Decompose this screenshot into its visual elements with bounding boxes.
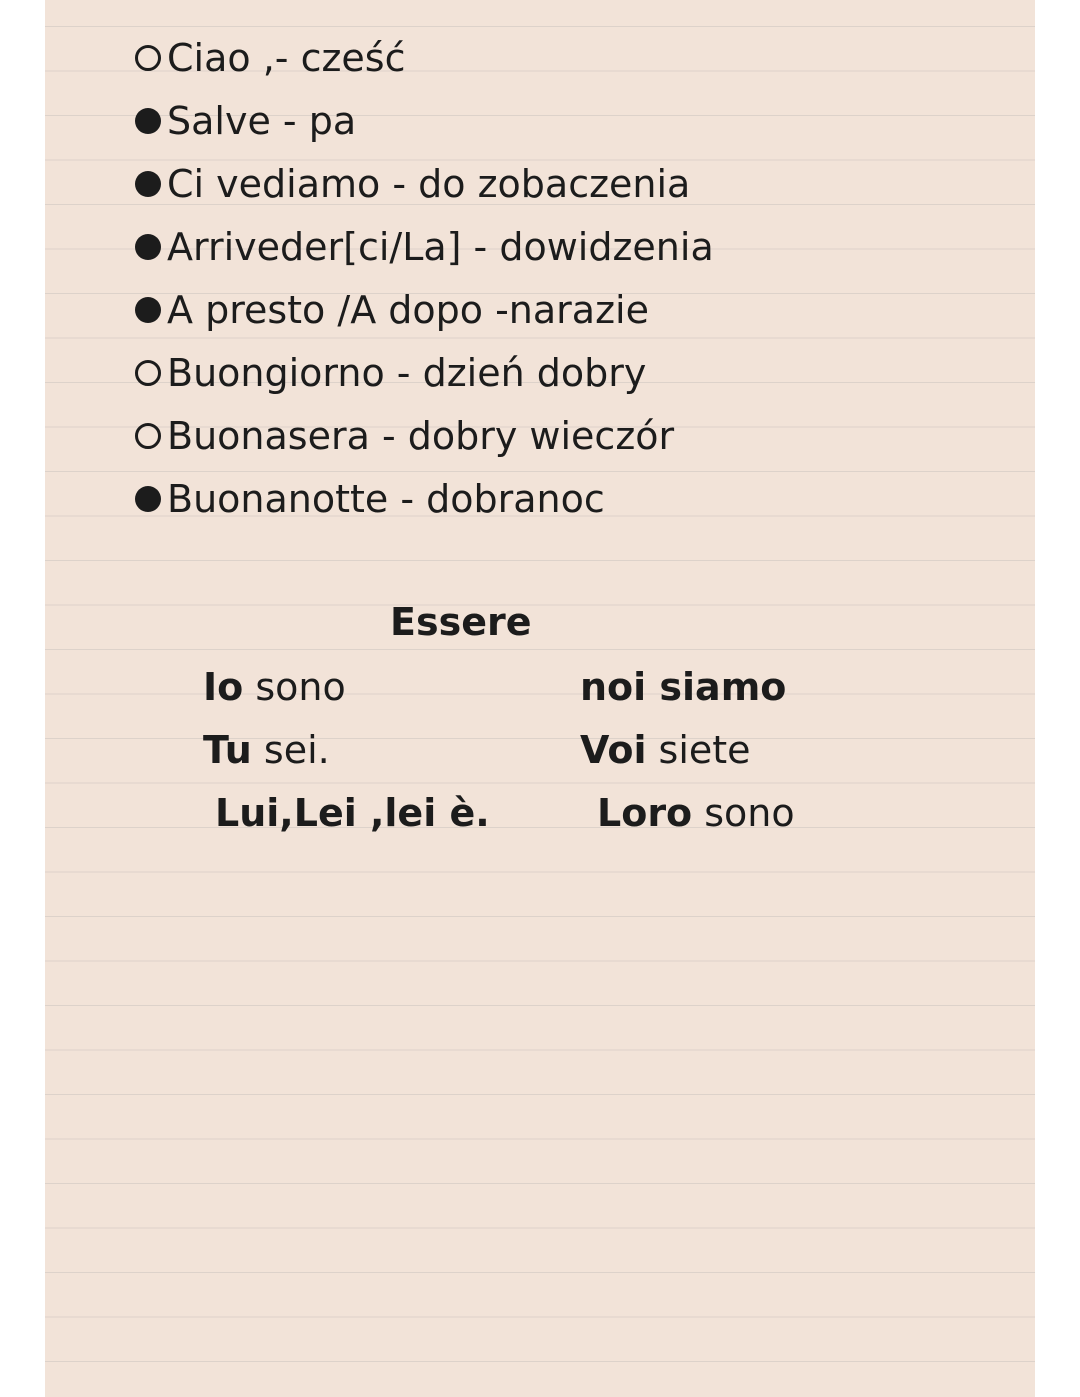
greeting-text: Buongiorno - dzień dobry xyxy=(167,351,647,395)
pronoun: Voi xyxy=(580,728,647,772)
greeting-text: Ciao ,- cześć xyxy=(167,36,406,80)
list-item-greeting-6 xyxy=(135,349,646,397)
greeting-text: Arriveder[ci/La] - dowidzenia xyxy=(167,225,714,269)
list-item-greeting-5 xyxy=(135,286,649,334)
conjugation-lui-lei xyxy=(215,791,490,835)
filled-bullet-icon xyxy=(135,234,161,260)
filled-bullet-icon xyxy=(135,108,161,134)
filled-bullet-icon xyxy=(135,297,161,323)
list-item-greeting-2 xyxy=(135,97,356,145)
greeting-text: Ci vediamo - do zobaczenia xyxy=(167,162,691,206)
list-item-greeting-3 xyxy=(135,160,690,208)
verb-form: siete xyxy=(646,728,751,772)
notebook-page xyxy=(45,0,1035,1397)
pronoun: Tu xyxy=(203,728,252,772)
conjugation-loro xyxy=(597,791,795,835)
pronoun: Loro xyxy=(597,791,693,835)
verb-form: sono xyxy=(692,791,795,835)
hollow-bullet-icon xyxy=(135,45,161,71)
conjugation-tu xyxy=(203,728,330,772)
greeting-text: Salve - pa xyxy=(167,99,357,143)
pronoun: Lui,Lei ,lei è. xyxy=(215,791,490,835)
filled-bullet-icon xyxy=(135,486,161,512)
conjugation-title: Essere xyxy=(390,600,532,644)
conjugation-io xyxy=(203,665,346,709)
verb-form: sei. xyxy=(251,728,330,772)
verb-form: sono xyxy=(243,665,346,709)
greeting-text: Buonasera - dobry wieczór xyxy=(167,414,675,458)
conjugation-noi xyxy=(580,665,786,709)
filled-bullet-icon xyxy=(135,171,161,197)
hollow-bullet-icon xyxy=(135,423,161,449)
hollow-bullet-icon xyxy=(135,360,161,386)
list-item-greeting-1 xyxy=(135,34,405,82)
list-item-greeting-4 xyxy=(135,223,714,271)
pronoun: noi siamo xyxy=(580,665,787,709)
list-item-greeting-8 xyxy=(135,475,605,523)
greeting-text: A presto /A dopo -narazie xyxy=(167,288,649,332)
greeting-text: Buonanotte - dobranoc xyxy=(167,477,605,521)
conjugation-voi xyxy=(580,728,751,772)
list-item-greeting-7 xyxy=(135,412,674,460)
pronoun: Io xyxy=(203,665,244,709)
